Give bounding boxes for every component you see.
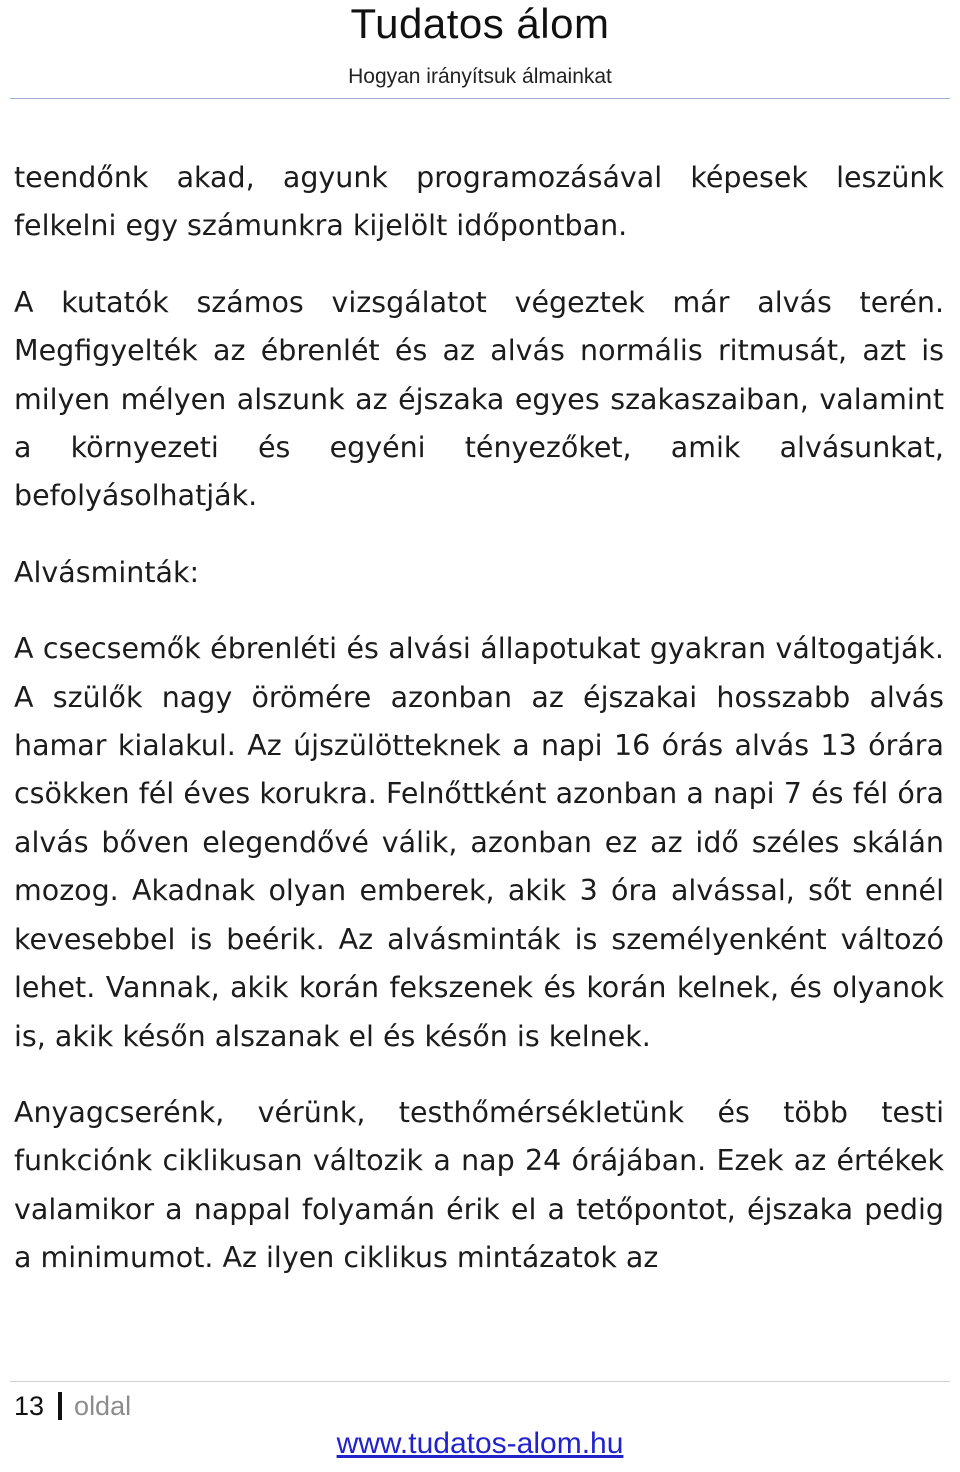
header-divider: [10, 98, 950, 99]
paragraph-metabolism: Anyagcserénk, vérünk, testhőmérsékletünk és több testi funkciónk ciklikusan változik a nap 24 órájában. Ezek az értékek valamikor a nappal folyamán érik el a tetőpontot, éjszaka pedig a minimumot. Az ilyen ciklikus mintázatok az: [14, 1095, 944, 1275]
body-text: [14, 154, 944, 1311]
page-number: [14, 1386, 131, 1426]
page-number-label: oldal: [74, 1390, 132, 1421]
page-number-value: 13: [14, 1390, 45, 1421]
section-heading-sleep-patterns: Alvásminták:: [14, 555, 200, 589]
document-subtitle: Hogyan irányítsuk álmainkat: [348, 65, 612, 88]
page-number-separator: [58, 1392, 62, 1420]
footer-divider: [10, 1381, 950, 1382]
paragraph-research: A kutatók számos vizsgálatot végeztek már alvás terén. Megfigyelték az ébrenlét és az alvás normális ritmusát, azt is milyen mélyen alszunk az éjszaka egyes szakaszaiban, valamint a környezeti és egyéni tényezőket, amik alvásunkat, befolyásolhatják.: [14, 285, 944, 513]
paragraph-continuation: teendőnk akad, agyunk programozásával képesek leszünk felkelni egy számunkra kijelölt időpontban.: [14, 161, 944, 243]
website-link[interactable]: www.tudatos-alom.hu: [336, 1427, 624, 1460]
paragraph-sleep-patterns: A csecsemők ébrenléti és alvási állapotukat gyakran váltogatják. A szülők nagy örömére azonban az éjszakai hosszabb alvás hamar kialakul. Az újszülötteknek a napi 16 órás alvás 13 órára csökken fél éves korukra. Felnőttként azonban a napi 7 és fél óra alvás bőven elegendővé válik, azonban ez az idő széles skálán mozog. Akadnak olyan emberek, akik 3 óra alvással, sőt ennél kevesebbel is beérik. Az alvásminták is személyenként változó lehet. Vannak, akik korán fekszenek és korán kelnek, és olyanok is, akik későn alszanak el és későn is kelnek.: [14, 632, 944, 1053]
document-title: Tudatos álom: [350, 0, 610, 47]
